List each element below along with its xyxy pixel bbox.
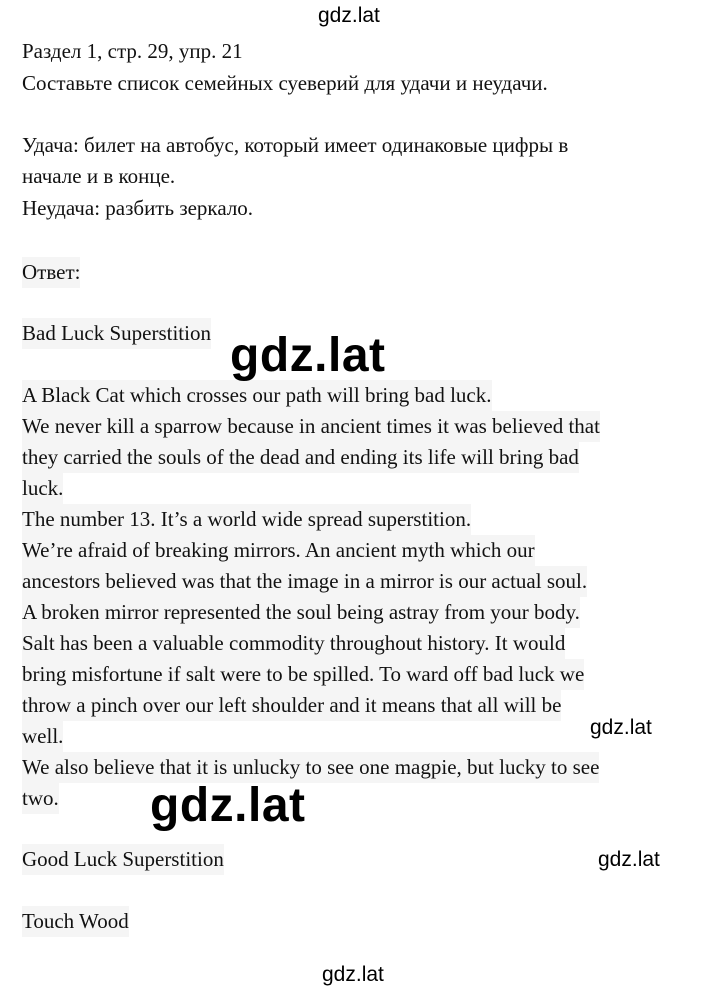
section-reference: Раздел 1, стр. 29, упр. 21 — [22, 39, 243, 63]
watermark-bottom: gdz.lat — [322, 963, 384, 986]
watermark-large-lower: gdz.lat — [150, 779, 306, 832]
bad-luck-text-line: bring misfortune if salt were to be spilled. To ward off bad luck we — [22, 659, 584, 690]
luck-line-2: начале и в конце. — [22, 164, 176, 188]
task-instruction: Составьте список семейных суеверий для удачи и неудачи. — [22, 71, 548, 95]
bad-luck-text-line: We also believe that it is unlucky to see one magpie, but lucky to see — [22, 752, 599, 783]
bad-luck-text-line: luck. — [22, 473, 63, 504]
bad-luck-heading: Bad Luck Superstition — [22, 318, 211, 349]
bad-luck-line: Неудача: разбить зеркало. — [22, 196, 254, 220]
bad-luck-text-line: Salt has been a valuable commodity throughout history. It would — [22, 628, 565, 659]
watermark-top: gdz.lat — [318, 4, 380, 27]
bad-luck-text-line: A Black Cat which crosses our path will bring bad luck. — [22, 380, 492, 411]
watermark-large-upper: gdz.lat — [230, 329, 386, 382]
bad-luck-text-line: We’re afraid of breaking mirrors. An ancient myth which our — [22, 535, 535, 566]
watermark-right-lower: gdz.lat — [598, 848, 660, 871]
bad-luck-text-line: ancestors believed was that the image in a mirror is our actual soul. — [22, 566, 587, 597]
bad-luck-text-line: The number 13. It’s a world wide spread superstition. — [22, 504, 471, 535]
watermark-right-middle: gdz.lat — [590, 716, 652, 739]
bad-luck-text-line: A broken mirror represented the soul being astray from your body. — [22, 597, 580, 628]
answer-label: Ответ: — [22, 257, 80, 288]
bad-luck-text-line: they carried the souls of the dead and ending its life will bring bad — [22, 442, 579, 473]
luck-line-1: Удача: билет на автобус, который имеет одинаковые цифры в — [22, 133, 569, 157]
bad-luck-text-line: We never kill a sparrow because in ancient times it was believed that — [22, 411, 600, 442]
bad-luck-text-line: throw a pinch over our left shoulder and it means that all will be — [22, 690, 561, 721]
bad-luck-text-line: well. — [22, 721, 63, 752]
good-luck-heading: Good Luck Superstition — [22, 844, 224, 875]
good-luck-item: Touch Wood — [22, 906, 129, 937]
bad-luck-text-line: two. — [22, 783, 59, 814]
